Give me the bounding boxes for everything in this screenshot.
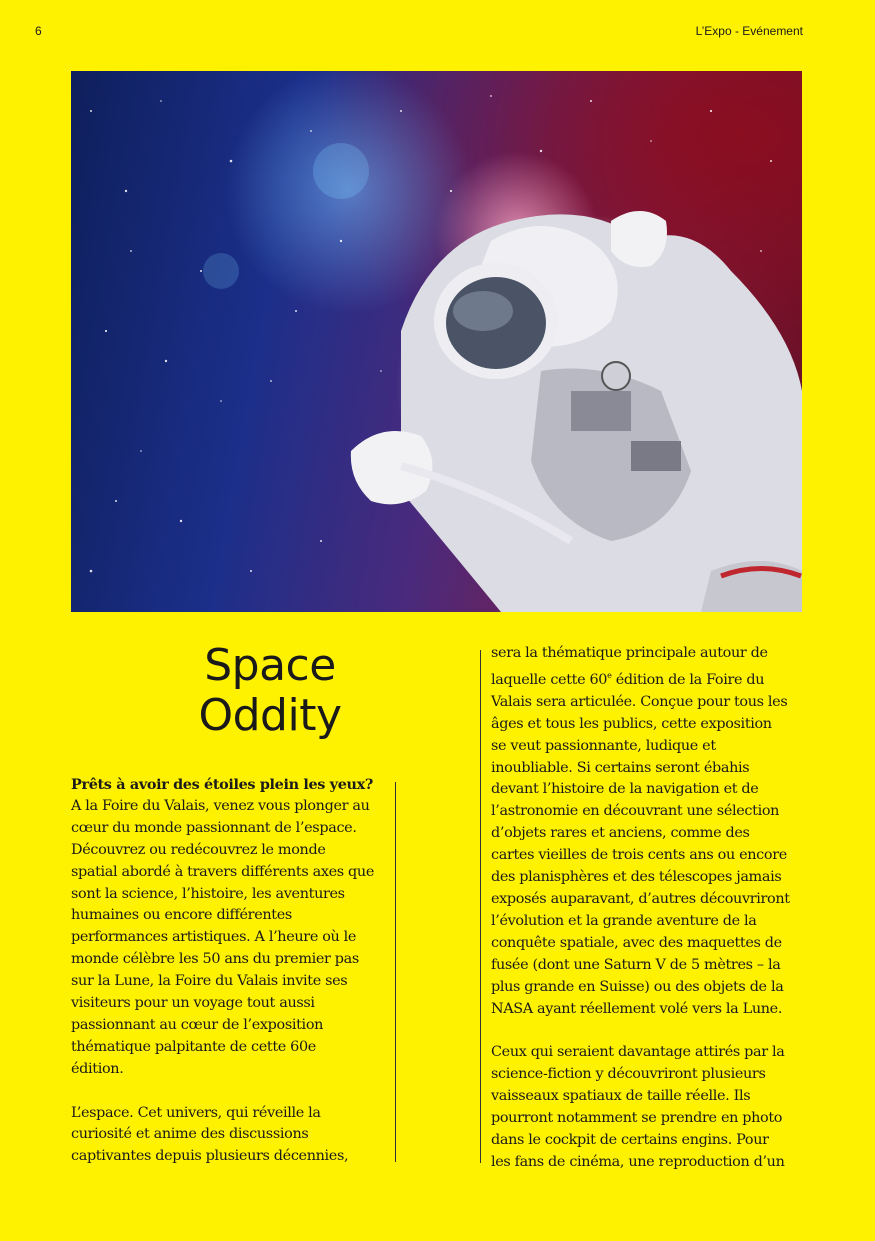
text-line: édition. <box>71 1060 124 1077</box>
text-line: curiosité et anime des discussions <box>71 1126 309 1143</box>
text-line: performances artistiques. A l’heure où le <box>71 929 357 946</box>
text-line: captivantes depuis plusieurs décennies, <box>71 1148 349 1165</box>
text-line: monde célèbre les 50 ans du premier pas <box>71 951 359 968</box>
text-line: cœur du monde passionnant de l’espace. <box>71 819 357 836</box>
text-line: vaisseaux spatiaux de taille réelle. Ils <box>491 1088 751 1105</box>
text-line: visiteurs pour un voyage tout aussi <box>71 995 315 1012</box>
text-line: pourront notamment se prendre en photo <box>491 1110 783 1127</box>
text-line: thématique palpitante de cette 60e <box>71 1038 316 1055</box>
text-line: inoubliable. Si certains seront ébahis <box>491 759 750 776</box>
text-line: A la Foire du Valais, venez vous plonger au <box>71 797 370 814</box>
text-line: Découvrez ou redécouvrez le monde <box>71 841 326 858</box>
text-line: d’objets rares et anciens, comme des <box>491 825 750 842</box>
text-line: devant l’histoire de la navigation et de <box>491 781 759 798</box>
text-line: science-fiction y découvriront plusieurs <box>491 1066 766 1083</box>
right-paragraph-1 <box>491 692 790 1021</box>
text-line: Valais sera articulée. Conçue pour tous les <box>491 693 788 710</box>
text-line: NASA ayant réellement volé vers la Lune. <box>491 1000 783 1017</box>
text-line: spatial abordé à travers différents axes que <box>71 863 374 880</box>
text-line: L’espace. Cet univers, qui réveille la <box>71 1104 321 1121</box>
article-left-column <box>71 774 374 1168</box>
text-line: dans le cockpit de certains engins. Pour <box>491 1131 769 1148</box>
column-divider-left <box>395 782 396 1162</box>
article-right-column <box>491 643 790 1174</box>
text-line: Ceux qui seraient davantage attirés par la <box>491 1044 785 1061</box>
text-line: passionnant au cœur de l’exposition <box>71 1016 324 1033</box>
text-line: l’évolution et la grande aventure de la <box>491 912 757 929</box>
right-line: sera la thématique principale autour de <box>491 645 768 661</box>
text-line: exposés auparavant, d’autres découvriront <box>491 890 790 907</box>
column-divider-right <box>480 650 481 1163</box>
running-header: L’Expo - Evénement <box>695 24 803 38</box>
text-line: sont la science, l’histoire, les aventures <box>71 885 345 902</box>
title-line-1: Space <box>204 640 336 691</box>
text-line: humaines ou encore différentes <box>71 907 292 924</box>
text-line: âges et tous les publics, cette exposition <box>491 715 772 732</box>
title-line-2: Oddity <box>198 690 342 741</box>
left-paragraph-2 <box>71 1103 374 1169</box>
page-number: 6 <box>35 24 42 38</box>
text-line: plus grande en Suisse) ou des objets de la <box>491 978 784 995</box>
text-line: se veut passionnante, ludique et <box>491 737 716 754</box>
article-lead: Prêts à avoir des étoiles plein les yeux? <box>71 776 373 793</box>
text-line: sur la Lune, la Foire du Valais invite ses <box>71 973 348 990</box>
text-line: conquête spatiale, avec des maquettes de <box>491 934 782 951</box>
article-title <box>150 641 390 741</box>
text-line: les fans de cinéma, une reproduction d’un <box>491 1153 785 1170</box>
right-line: laquelle cette 60e édition de la Foire du <box>491 670 765 688</box>
text-line: l’astronomie en découvrant une sélection <box>491 803 780 820</box>
right-paragraph-2 <box>491 1042 790 1173</box>
text-line: cartes vieilles de trois cents ans ou encore <box>491 847 787 864</box>
hero-image-astronaut <box>71 71 802 612</box>
left-paragraph-1 <box>71 796 374 1081</box>
text-line: fusée (dont une Saturn V de 5 mètres – la <box>491 956 781 973</box>
text-line: des planisphères et des télescopes jamais <box>491 869 782 886</box>
astronaut-illustration <box>71 71 802 612</box>
astronaut-suit <box>351 211 802 612</box>
